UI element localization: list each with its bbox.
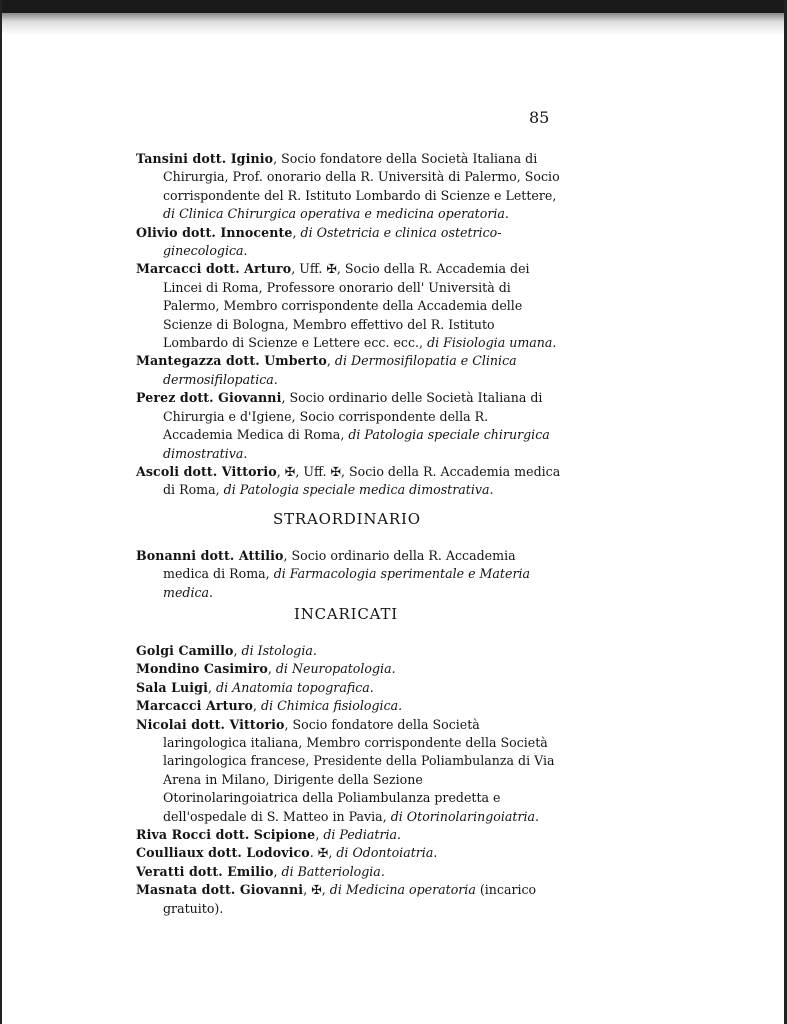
list-item (136, 679, 561, 697)
professor-description: , ✠, Uff. ✠, Socio della R. Accademia medica di Roma, (163, 463, 561, 498)
course-subject: di Istologia. (241, 643, 317, 658)
professor-name: Mondino Casimiro (136, 661, 268, 677)
professor-name: Marcacci Arturo (136, 698, 253, 714)
course-subject: di Neuropatologia. (275, 661, 396, 677)
list-item (136, 826, 561, 844)
course-subject: di Chimica fisiologica. (261, 698, 403, 714)
professor-description: . ✠, (309, 845, 333, 861)
professor-description: , (273, 863, 278, 879)
professor-description: , Socio ordinario della R. Accademia medica di Roma, (163, 548, 516, 582)
section-heading-straordinario: STRAORDINARIO (273, 510, 421, 528)
professor-description: , (207, 679, 212, 695)
course-subject: di Otorinolaringoiatria. (390, 808, 540, 824)
professor-name: Sala Luigi (136, 679, 208, 695)
professor-name: Coulliaux dott. Lodovico (136, 845, 310, 861)
professor-name: Veratti dott. Emilio (136, 863, 274, 879)
professor-name: Ascoli dott. Vittorio (136, 463, 277, 479)
course-subject: di Farmacologia sperimentale e Materia medica. (163, 566, 531, 600)
professor-description: , (252, 698, 257, 714)
list-item (136, 844, 561, 862)
professor-description: , ✠, (303, 882, 326, 898)
professor-description: , (292, 224, 297, 240)
list-item (136, 224, 561, 261)
scan-top-shadow (0, 13, 787, 35)
list-item (136, 881, 561, 918)
professor-name: Mantegazza dott. Umberto (136, 353, 327, 369)
professor-note: (incarico gratuito). (163, 882, 537, 916)
course-subject: di Ostetricia e clinica ostetrico-ginecologica. (163, 224, 502, 259)
course-subject: di Fisiologia umana. (427, 335, 557, 351)
professor-description: , (315, 827, 320, 843)
list-item (136, 660, 561, 678)
course-subject: di Patologia speciale medica dimostrativa. (223, 482, 494, 498)
professor-description: , Uff. ✠, Socio della R. Accademia dei Lincei di Roma, Professore onorario dell' Università di Palermo, Membro corrispondente della Accademia delle Scienze di Bologna, Membro effettivo del R. Istituto Lombardo di Scienze e Lettere ecc. ecc., (163, 261, 530, 351)
professor-name: Perez dott. Giovanni (136, 390, 282, 406)
course-subject: di Pediatria. (323, 827, 402, 843)
list-item (136, 642, 561, 660)
list-item (136, 697, 561, 715)
course-subject: di Clinica Chirurgica operativa e medicina operatoria. (163, 206, 509, 222)
professor-name: Masnata dott. Giovanni (136, 882, 304, 898)
course-subject: di Dermosifilopatia e Clinica dermosifilopatica. (163, 353, 517, 387)
list-item (136, 716, 561, 826)
professor-name: Golgi Camillo (136, 643, 234, 658)
professor-description: , (267, 661, 272, 677)
professor-name: Marcacci dott. Arturo (136, 261, 292, 277)
professor-name: Nicolai dott. Vittorio (136, 716, 285, 732)
list-item (136, 863, 561, 881)
professor-name: Riva Rocci dott. Scipione (136, 827, 316, 843)
course-subject: di Anatomia topografica. (216, 679, 374, 695)
professor-name: Bonanni dott. Attilio (136, 548, 284, 563)
professor-description: , Socio fondatore della Società laringologica italiana, Membro corrispondente della Società laringologica francese, Presidente della Poliambulanza di Via Arena in Milano, Dirigente della Sezione Otorinolaringoiatrica della Poliambulanza predetta e dell'ospedale di S. Matteo in Pavia, (163, 716, 555, 824)
list-item (136, 352, 561, 389)
professor-description: , Socio ordinario delle Società Italiana di Chirurgia e d'Igiene, Socio corrispondente della R. Accademia Medica di Roma, (163, 390, 543, 443)
list-item (136, 260, 561, 352)
scan-left-border (0, 0, 2, 1024)
professor-description: , (233, 643, 238, 658)
list-item (136, 389, 561, 463)
list-item (136, 463, 561, 500)
professor-name: Tansini dott. Iginio (136, 151, 274, 166)
course-subject: di Patologia speciale chirurgica dimostrativa. (163, 427, 550, 461)
page-number: 85 (529, 108, 550, 127)
section-heading-incaricati: INCARICATI (294, 605, 398, 623)
course-subject: di Medicina operatoria (329, 882, 476, 898)
course-subject: di Odontoiatria. (336, 845, 438, 861)
scan-top-border (0, 0, 787, 13)
course-subject: di Batteriologia. (281, 863, 385, 879)
professor-description: , (326, 353, 331, 369)
incaricati-list (136, 642, 561, 918)
professor-name: Olivio dott. Innocente (136, 224, 293, 240)
straordinario-list (136, 547, 561, 602)
ordinari-list (136, 150, 561, 500)
list-item (136, 150, 561, 224)
list-item (136, 547, 561, 602)
professor-description: , Socio fondatore della Società Italiana di Chirurgia, Prof. onorario della R. Università di Palermo, Socio corrispondente del R. Istituto Lombardo di Scienze e Lettere, (163, 151, 560, 203)
